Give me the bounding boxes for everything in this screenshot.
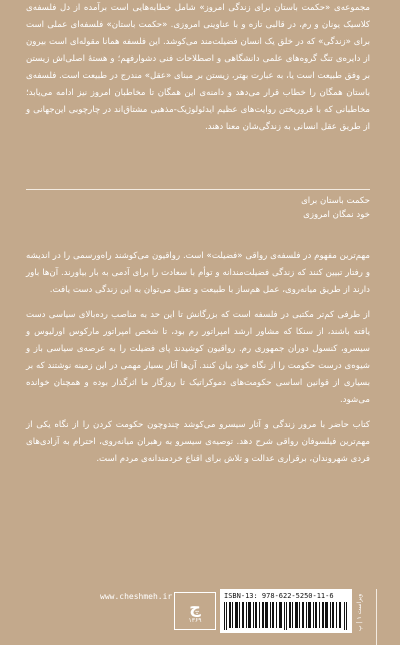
description-paragraph-1: مهم‌ترین مفهوم در فلسفه‌ی رواقی «فضیلت» است. رواقیون می‌کوشند راه‌ورسمی را در اندیشه و رفتار تبیین کنند که زندگی فضیلت‌مندانه و توأم با سعادت را برای آدمی به بار بیاورند. آن‌ها باور دارند از طریق میانه‌روی، عمل هم‌ساز با طبیعت و تعقل می‌توان به این زندگی دست یافت.: [26, 251, 370, 295]
series-title-line-1: حکمت باستان برای: [301, 196, 370, 206]
isbn-barcode-block: [220, 589, 352, 633]
logo-year: ۱۳۶۹: [188, 616, 202, 624]
cover-footer: [0, 589, 400, 645]
barcode-icon: [224, 602, 348, 630]
publisher-logo: [174, 592, 216, 630]
section-divider: [26, 189, 370, 190]
logo-glyph: چ: [189, 597, 201, 617]
book-description: [26, 248, 370, 468]
description-paragraph-2: از طرفی کم‌تر مکتبی در فلسفه است که بزرگانش تا این حد به مناصب رده‌بالای سیاسی دست یافته باشند، از سنکا که مشاور ارشد امپراتور رم بود، تا شخص امپراتور مارکوس اورلیوس و سیسرو، کنسول دوران جمهوری رم. رواقیون کوشیدند پای فضیلت را به عرصه‌ی سیاسی باز و شیوه‌ی درست حکومت را از نگاه خود بیان کنند. آن‌ها آثار بسیار مهمی در این زمینه نوشتند که بر بسیاری از قوانین اساسی حکومت‌های دموکراتیک تا روزگار ما اثرگذار بوده و همچنان خوانده می‌شود.: [26, 310, 370, 405]
series-title: [170, 194, 370, 222]
spine-rule: [376, 589, 377, 645]
description-paragraph-3: کتاب حاضر با مرور زندگی و آثار سیسرو می‌کوشد چندوچون حکومت کردن را از نگاه یکی از مهم‌ترین فیلسوفان رواقی شرح دهد. توصیه‌ی سیسرو به رهبران میانه‌روی، احترام به آزادی‌های فردی شهروندان، برقراری عدالت و تلاش برای اقناع خردمندانه‌ی مردم است.: [26, 420, 370, 464]
publisher-website: www.cheshmeh.ir: [100, 592, 173, 601]
edition-label: ویراست ۱ | پ: [356, 593, 363, 631]
series-intro-paragraph: مجموعه‌ی «حکمت باستان برای زندگی امروز» شامل خطابه‌هایی است برآمده از دل فلسفه‌ی کلاسیک یونان و رم، در قالبی تازه و با عناوینی امروزی. «حکمت باستان» فلسفه‌ای عملی است برای «زندگی» که در خلق یک انسان فضیلت‌مند می‌کوشد. این فلسفه همانا مقوله‌ای است بیرون از دایره‌ی تنگ گروه‌های علمی دانشگاهی و اصطلاحات فنی دشوارفهم؛ و هستهٔ اصلی‌اش زیستن بر وفق طبیعت است یا، به عبارت بهتر، زیستن بر مبنای «عقل» مندرج در طبیعت است. فلسفه‌ی باستان همگان را خطاب قرار می‌دهد و دامنه‌ی این همگان تا مخاطبان امروز نیز ادامه می‌یابد؛ مخاطبانی که با فروریختن روایت‌های عظیم ایدئولوژیک-مذهبی مشتاق‌اند در چارچوبی این‌جهانی و از طریق عقل انسانی به زندگی‌شان معنا دهند.: [26, 3, 370, 132]
series-title-line-2: خود نمگان امروزی: [303, 210, 370, 220]
isbn-number: ISBN-13: 978-622-5250-11-6: [224, 592, 334, 600]
